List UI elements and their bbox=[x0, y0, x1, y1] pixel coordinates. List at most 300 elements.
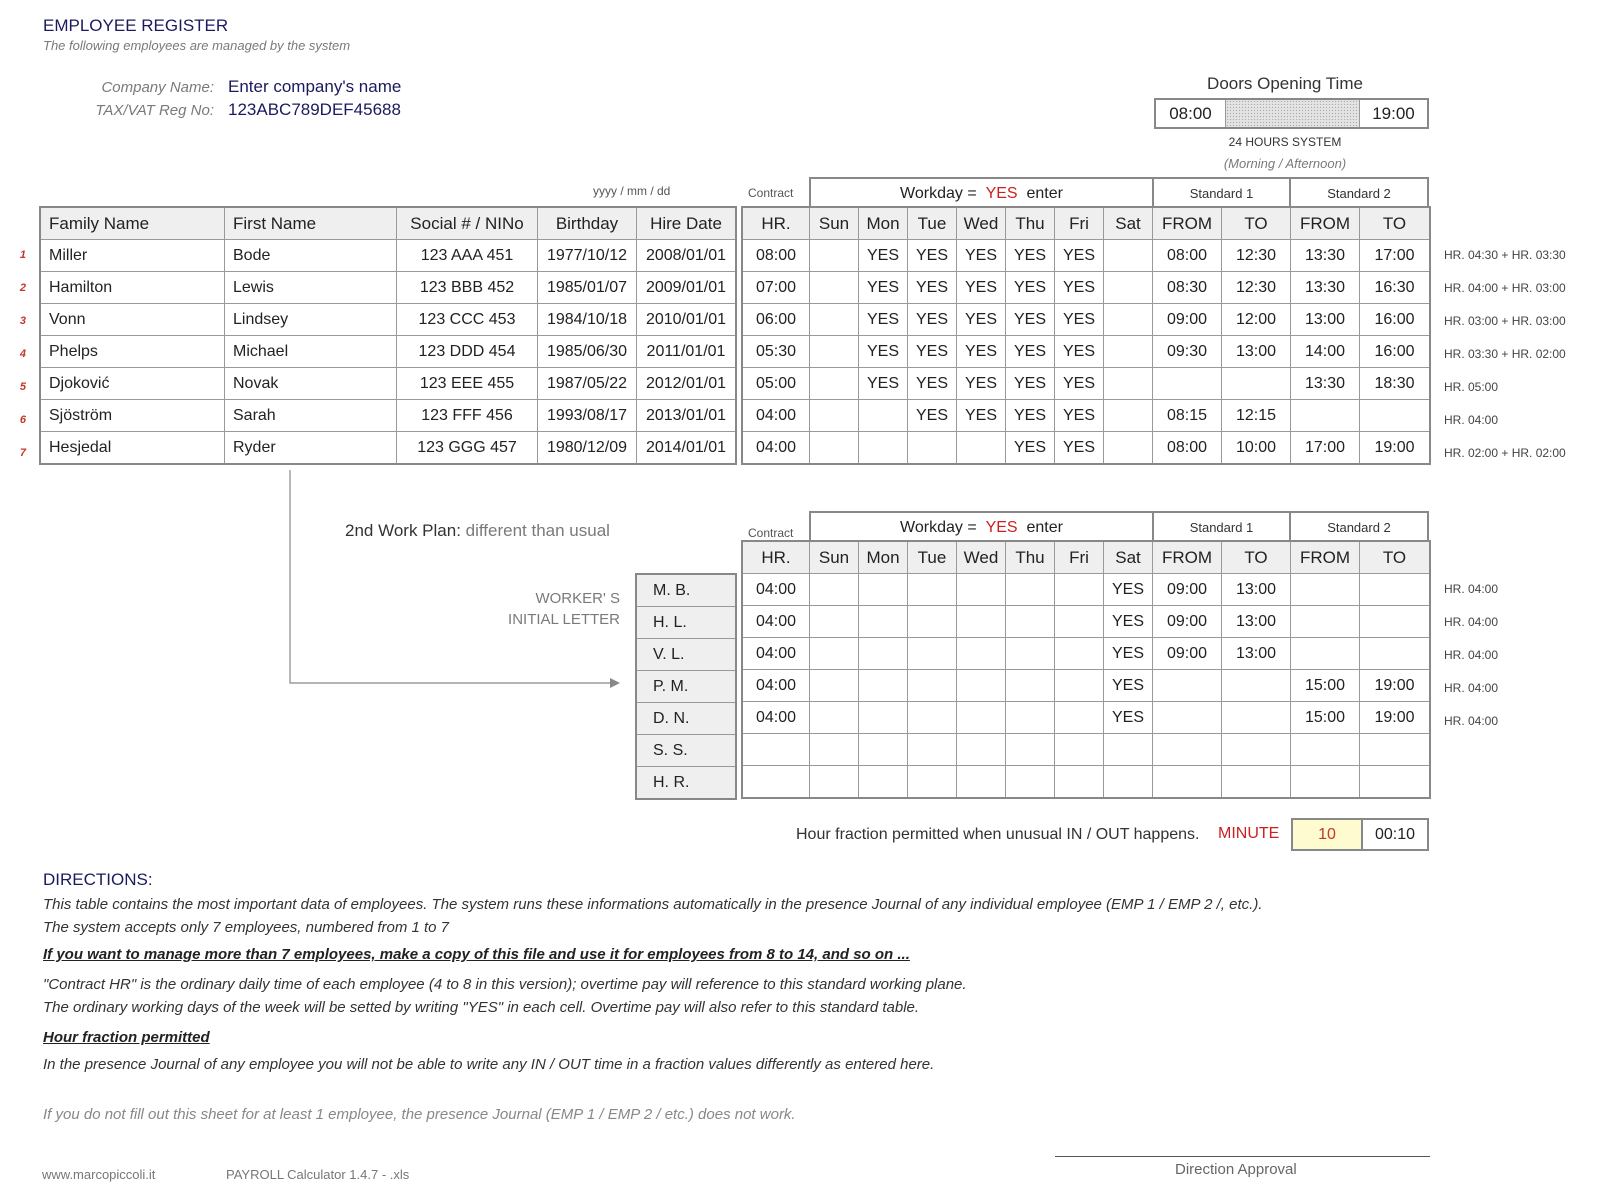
thu-cell[interactable]: YES bbox=[1006, 272, 1055, 304]
std1-to-cell[interactable]: 12:30 bbox=[1222, 272, 1291, 304]
sun-cell[interactable] bbox=[810, 734, 859, 766]
std2-from-cell[interactable] bbox=[1291, 638, 1360, 670]
contract-label: Contract bbox=[748, 186, 794, 200]
col-thu: Thu bbox=[1006, 208, 1055, 240]
initials-cell[interactable]: M. B. bbox=[637, 575, 736, 607]
col-fri: Fri bbox=[1055, 542, 1104, 574]
doors-opening-title: Doors Opening Time bbox=[1207, 74, 1363, 93]
table-row bbox=[743, 272, 1430, 304]
hours-cell[interactable]: 04:00 bbox=[743, 670, 810, 702]
std2-to-cell[interactable] bbox=[1360, 638, 1430, 670]
col-wed: Wed bbox=[957, 208, 1006, 240]
fraction-unit: MINUTE bbox=[1218, 825, 1280, 842]
sat-cell[interactable] bbox=[1104, 272, 1153, 304]
initials-cell[interactable]: P. M. bbox=[637, 671, 736, 703]
col-tue: Tue bbox=[908, 208, 957, 240]
std2-to-cell[interactable]: 17:00 bbox=[1360, 240, 1430, 272]
social-cell[interactable]: 123 BBB 452 bbox=[397, 272, 538, 304]
std1-to-cell[interactable] bbox=[1222, 670, 1291, 702]
birthday-cell[interactable]: 1987/05/22 bbox=[538, 368, 637, 400]
std1-to-cell[interactable] bbox=[1222, 766, 1291, 798]
col-std2-from: FROM bbox=[1291, 208, 1360, 240]
worker-label-line2: INITIAL LETTER bbox=[508, 611, 620, 628]
sat-cell[interactable] bbox=[1104, 304, 1153, 336]
thu-cell[interactable] bbox=[1006, 702, 1055, 734]
page-subtitle: The following employees are managed by the system bbox=[43, 38, 351, 53]
table-row bbox=[743, 734, 1430, 766]
col-std1-to: TO bbox=[1222, 542, 1291, 574]
initials-cell[interactable]: H. L. bbox=[637, 607, 736, 639]
sat-cell[interactable] bbox=[1104, 240, 1153, 272]
connector-arrow-icon bbox=[280, 470, 620, 692]
fri-cell[interactable] bbox=[1055, 702, 1104, 734]
std2-to-cell[interactable]: 19:00 bbox=[1360, 432, 1430, 464]
birthday-cell[interactable]: 1984/10/18 bbox=[538, 304, 637, 336]
sun-cell[interactable] bbox=[810, 702, 859, 734]
std1-from-cell[interactable]: 08:00 bbox=[1153, 240, 1222, 272]
hours-note: HR. 05:00 bbox=[1444, 380, 1499, 394]
initials-cell[interactable]: V. L. bbox=[637, 639, 736, 671]
social-cell[interactable]: 123 CCC 453 bbox=[397, 304, 538, 336]
main-notes bbox=[1444, 240, 1566, 471]
hire-date-cell[interactable]: 2013/01/01 bbox=[637, 400, 736, 432]
family-name-cell[interactable]: Hamilton bbox=[41, 272, 225, 304]
fri-cell[interactable] bbox=[1055, 670, 1104, 702]
hire-date-cell[interactable]: 2014/01/01 bbox=[637, 432, 736, 464]
std2-from-cell[interactable]: 15:00 bbox=[1291, 670, 1360, 702]
std1-to-cell[interactable]: 13:00 bbox=[1222, 638, 1291, 670]
wed-cell[interactable] bbox=[957, 766, 1006, 798]
std2-to-cell[interactable]: 19:00 bbox=[1360, 670, 1430, 702]
std1-to-cell[interactable]: 10:00 bbox=[1222, 432, 1291, 464]
hours-note: HR. 04:00 bbox=[1444, 681, 1499, 695]
direction-approval: Direction Approval bbox=[1175, 1161, 1297, 1178]
wed-cell[interactable]: YES bbox=[957, 272, 1006, 304]
std1-to-cell[interactable] bbox=[1222, 702, 1291, 734]
std1-from-cell[interactable]: 09:00 bbox=[1153, 574, 1222, 606]
sat-cell[interactable]: YES bbox=[1104, 702, 1153, 734]
std1-from-cell[interactable] bbox=[1153, 702, 1222, 734]
std1-from-cell[interactable] bbox=[1153, 368, 1222, 400]
std1-from-cell[interactable] bbox=[1153, 734, 1222, 766]
workday-yes: YES bbox=[985, 184, 1018, 202]
row-number: 7 bbox=[19, 447, 26, 459]
mon-cell[interactable] bbox=[859, 702, 908, 734]
std2-to-cell[interactable]: 18:30 bbox=[1360, 368, 1430, 400]
mon-cell[interactable] bbox=[859, 606, 908, 638]
sun-cell[interactable] bbox=[810, 272, 859, 304]
mon-cell[interactable]: YES bbox=[859, 336, 908, 368]
table-row bbox=[41, 432, 736, 464]
hours-cell[interactable]: 04:00 bbox=[743, 574, 810, 606]
mon-cell[interactable] bbox=[859, 766, 908, 798]
fri-cell[interactable]: YES bbox=[1055, 368, 1104, 400]
workday-enter: enter bbox=[1026, 184, 1063, 202]
hours-cell[interactable]: 08:00 bbox=[743, 240, 810, 272]
std2-from-cell[interactable] bbox=[1291, 606, 1360, 638]
first-name-cell[interactable]: Bode bbox=[225, 240, 397, 272]
std1-from-cell[interactable] bbox=[1153, 670, 1222, 702]
fraction-minutes-input[interactable]: 10 bbox=[1291, 818, 1363, 851]
birthday-cell[interactable]: 1985/06/30 bbox=[538, 336, 637, 368]
mon-cell[interactable] bbox=[859, 574, 908, 606]
sat-cell[interactable] bbox=[1104, 432, 1153, 464]
thu-cell[interactable] bbox=[1006, 638, 1055, 670]
sat-cell[interactable] bbox=[1104, 734, 1153, 766]
std1-to-cell[interactable]: 12:00 bbox=[1222, 304, 1291, 336]
tue-cell[interactable]: YES bbox=[908, 240, 957, 272]
employee-table-header bbox=[41, 208, 736, 240]
mon-cell[interactable]: YES bbox=[859, 368, 908, 400]
first-name-cell[interactable]: Lewis bbox=[225, 272, 397, 304]
wed-cell[interactable] bbox=[957, 638, 1006, 670]
std2-from-cell[interactable]: 13:30 bbox=[1291, 368, 1360, 400]
sat-cell[interactable]: YES bbox=[1104, 670, 1153, 702]
col-sat: Sat bbox=[1104, 208, 1153, 240]
family-name-cell[interactable]: Miller bbox=[41, 240, 225, 272]
fri-cell[interactable]: YES bbox=[1055, 336, 1104, 368]
hire-date-cell[interactable]: 2009/01/01 bbox=[637, 272, 736, 304]
std2-from-cell[interactable]: 13:30 bbox=[1291, 272, 1360, 304]
col-mon: Mon bbox=[859, 208, 908, 240]
hours-cell[interactable]: 04:00 bbox=[743, 702, 810, 734]
table-row bbox=[743, 240, 1430, 272]
tax-vat-label: TAX/VAT Reg No: bbox=[95, 102, 214, 119]
social-cell[interactable]: 123 EEE 455 bbox=[397, 368, 538, 400]
sun-cell[interactable] bbox=[810, 304, 859, 336]
std2-to-cell[interactable]: 16:30 bbox=[1360, 272, 1430, 304]
directions-line: The system accepts only 7 employees, numbered from 1 to 7 bbox=[43, 919, 450, 936]
mon-cell[interactable]: YES bbox=[859, 304, 908, 336]
family-name-cell[interactable]: Hesjedal bbox=[41, 432, 225, 464]
fri-cell[interactable] bbox=[1055, 606, 1104, 638]
sun-cell[interactable] bbox=[810, 574, 859, 606]
standard1-header: Standard 1 bbox=[1152, 177, 1291, 210]
std2-from-cell[interactable]: 17:00 bbox=[1291, 432, 1360, 464]
hours-cell[interactable]: 06:00 bbox=[743, 304, 810, 336]
std2-from-cell[interactable] bbox=[1291, 734, 1360, 766]
tue-cell[interactable]: YES bbox=[908, 400, 957, 432]
thu-cell[interactable] bbox=[1006, 766, 1055, 798]
fri-cell[interactable] bbox=[1055, 766, 1104, 798]
birthday-cell[interactable]: 1977/10/12 bbox=[538, 240, 637, 272]
fri-cell[interactable]: YES bbox=[1055, 432, 1104, 464]
hire-date-cell[interactable]: 2008/01/01 bbox=[637, 240, 736, 272]
std1-to-cell[interactable]: 12:30 bbox=[1222, 240, 1291, 272]
std2-from-cell[interactable] bbox=[1291, 574, 1360, 606]
std2-to-cell[interactable]: 16:00 bbox=[1360, 304, 1430, 336]
std2-from-cell[interactable] bbox=[1291, 766, 1360, 798]
thu-cell[interactable]: YES bbox=[1006, 304, 1055, 336]
std2-from-cell[interactable]: 15:00 bbox=[1291, 702, 1360, 734]
wed-cell[interactable] bbox=[957, 574, 1006, 606]
hours-cell[interactable] bbox=[743, 766, 810, 798]
row-number: 4 bbox=[19, 348, 26, 360]
family-name-cell[interactable]: Sjöström bbox=[41, 400, 225, 432]
table-row bbox=[41, 304, 736, 336]
mon-cell[interactable] bbox=[859, 734, 908, 766]
hours-note: HR. 03:00 + HR. 03:00 bbox=[1444, 314, 1566, 328]
sat-cell[interactable] bbox=[1104, 368, 1153, 400]
tue-cell[interactable]: YES bbox=[908, 304, 957, 336]
hours-cell[interactable]: 05:00 bbox=[743, 368, 810, 400]
standard1-header-2: Standard 1 bbox=[1152, 511, 1291, 544]
hours-cell[interactable]: 07:00 bbox=[743, 272, 810, 304]
std2-to-cell[interactable] bbox=[1360, 400, 1430, 432]
fri-cell[interactable]: YES bbox=[1055, 240, 1104, 272]
std1-from-cell[interactable]: 09:00 bbox=[1153, 638, 1222, 670]
directions-line: The ordinary working days of the week will be setted by writing "YES" in each cell. Overtime pay will also refer to this standard table. bbox=[43, 999, 920, 1016]
thu-cell[interactable] bbox=[1006, 734, 1055, 766]
thu-cell[interactable] bbox=[1006, 606, 1055, 638]
col-fri: Fri bbox=[1055, 208, 1104, 240]
thu-cell[interactable]: YES bbox=[1006, 432, 1055, 464]
door-close-time[interactable]: 19:00 bbox=[1372, 103, 1415, 123]
sun-cell[interactable] bbox=[810, 400, 859, 432]
tue-cell[interactable] bbox=[908, 702, 957, 734]
hours-note: HR. 04:00 bbox=[1444, 615, 1499, 629]
tax-vat-field[interactable]: 123ABC789DEF45688 bbox=[228, 100, 401, 119]
col-sat: Sat bbox=[1104, 542, 1153, 574]
fri-cell[interactable] bbox=[1055, 734, 1104, 766]
table-row bbox=[743, 638, 1430, 670]
sat-cell[interactable]: YES bbox=[1104, 606, 1153, 638]
morning-afternoon-note: (Morning / Afternoon) bbox=[1223, 156, 1347, 171]
first-name-cell[interactable]: Michael bbox=[225, 336, 397, 368]
std1-from-cell[interactable]: 08:15 bbox=[1153, 400, 1222, 432]
sat-cell[interactable]: YES bbox=[1104, 574, 1153, 606]
tue-cell[interactable]: YES bbox=[908, 272, 957, 304]
thu-cell[interactable] bbox=[1006, 574, 1055, 606]
first-name-cell[interactable]: Sarah bbox=[225, 400, 397, 432]
second-schedule-table bbox=[742, 541, 1430, 798]
hours-note: HR. 03:30 + HR. 02:00 bbox=[1444, 347, 1566, 361]
hire-date-cell[interactable]: 2012/01/01 bbox=[637, 368, 736, 400]
thu-cell[interactable] bbox=[1006, 670, 1055, 702]
directions-title: DIRECTIONS: bbox=[43, 870, 153, 889]
std1-to-cell[interactable]: 13:00 bbox=[1222, 574, 1291, 606]
hours-cell[interactable] bbox=[743, 734, 810, 766]
directions-line-bold: If you want to manage more than 7 employees, make a copy of this file and use it for employees from 8 to 14, and so on ... bbox=[43, 946, 910, 963]
std1-to-cell[interactable]: 13:00 bbox=[1222, 606, 1291, 638]
employee-table bbox=[40, 207, 736, 464]
first-name-cell[interactable]: Lindsey bbox=[225, 304, 397, 336]
hours-cell[interactable]: 04:00 bbox=[743, 606, 810, 638]
wed-cell[interactable] bbox=[957, 432, 1006, 464]
family-name-cell[interactable]: Vonn bbox=[41, 304, 225, 336]
row-number: 5 bbox=[19, 381, 26, 393]
sun-cell[interactable] bbox=[810, 606, 859, 638]
std1-to-cell[interactable] bbox=[1222, 368, 1291, 400]
std2-from-cell[interactable]: 13:00 bbox=[1291, 304, 1360, 336]
initials-cell[interactable]: S. S. bbox=[637, 735, 736, 767]
row-number: 1 bbox=[19, 249, 26, 261]
fri-cell[interactable]: YES bbox=[1055, 272, 1104, 304]
fri-cell[interactable]: YES bbox=[1055, 400, 1104, 432]
sun-cell[interactable] bbox=[810, 240, 859, 272]
fri-cell[interactable] bbox=[1055, 574, 1104, 606]
std1-to-cell[interactable]: 13:00 bbox=[1222, 336, 1291, 368]
col-mon: Mon bbox=[859, 542, 908, 574]
mon-cell[interactable]: YES bbox=[859, 272, 908, 304]
col-hire-date: Hire Date bbox=[637, 208, 736, 240]
footer-site: www.marcopiccoli.it bbox=[42, 1167, 156, 1182]
tue-cell[interactable] bbox=[908, 766, 957, 798]
footer-app: PAYROLL Calculator 1.4.7 - .xls bbox=[226, 1167, 410, 1182]
wed-cell[interactable] bbox=[957, 734, 1006, 766]
col-std2-to: TO bbox=[1360, 542, 1430, 574]
hours-system-note: 24 HOURS SYSTEM bbox=[1228, 135, 1342, 149]
first-name-cell[interactable]: Ryder bbox=[225, 432, 397, 464]
hours-note: HR. 04:00 bbox=[1444, 714, 1499, 728]
table-row bbox=[743, 368, 1430, 400]
std2-to-cell[interactable] bbox=[1360, 734, 1430, 766]
row-number: 6 bbox=[19, 414, 26, 426]
table-row bbox=[743, 574, 1430, 606]
std1-to-cell[interactable] bbox=[1222, 734, 1291, 766]
std2-from-cell[interactable]: 13:30 bbox=[1291, 240, 1360, 272]
col-first-name: First Name bbox=[225, 208, 397, 240]
sun-cell[interactable] bbox=[810, 432, 859, 464]
hours-cell[interactable]: 04:00 bbox=[743, 400, 810, 432]
table-row bbox=[41, 368, 736, 400]
table-row bbox=[743, 432, 1430, 464]
wed-cell[interactable] bbox=[957, 670, 1006, 702]
col-wed: Wed bbox=[957, 542, 1006, 574]
workday-label: Workday = bbox=[900, 518, 977, 536]
door-time-bar bbox=[1226, 100, 1360, 127]
std2-to-cell[interactable] bbox=[1360, 574, 1430, 606]
sat-cell[interactable] bbox=[1104, 766, 1153, 798]
hire-date-cell[interactable]: 2010/01/01 bbox=[637, 304, 736, 336]
col-family-name: Family Name bbox=[41, 208, 225, 240]
sun-cell[interactable] bbox=[810, 638, 859, 670]
directions-line: This table contains the most important data of employees. The system runs these informations automatically in the presence Journal of any individual employee (EMP 1 / EMP 2 /, etc.). bbox=[43, 896, 1263, 913]
worker-label-line1: WORKER' S bbox=[535, 590, 620, 607]
mon-cell[interactable]: YES bbox=[859, 240, 908, 272]
table-row bbox=[743, 766, 1430, 798]
std1-to-cell[interactable]: 12:15 bbox=[1222, 400, 1291, 432]
tue-cell[interactable] bbox=[908, 574, 957, 606]
std2-from-cell[interactable] bbox=[1291, 400, 1360, 432]
tue-cell[interactable] bbox=[908, 432, 957, 464]
wed-cell[interactable]: YES bbox=[957, 336, 1006, 368]
tue-cell[interactable] bbox=[908, 638, 957, 670]
family-name-cell[interactable]: Phelps bbox=[41, 336, 225, 368]
col-hours: HR. bbox=[743, 208, 810, 240]
directions-warning: If you do not fill out this sheet for at least 1 employee, the presence Journal (EMP 1 / EMP 2 / etc.) does not work. bbox=[43, 1106, 796, 1123]
company-name-field[interactable]: Enter company's name bbox=[228, 77, 402, 96]
social-cell[interactable]: 123 GGG 457 bbox=[397, 432, 538, 464]
std1-from-cell[interactable]: 08:30 bbox=[1153, 272, 1222, 304]
social-cell[interactable]: 123 FFF 456 bbox=[397, 400, 538, 432]
tue-cell[interactable] bbox=[908, 670, 957, 702]
sat-cell[interactable] bbox=[1104, 400, 1153, 432]
wed-cell[interactable]: YES bbox=[957, 304, 1006, 336]
mon-cell[interactable] bbox=[859, 400, 908, 432]
mon-cell[interactable] bbox=[859, 670, 908, 702]
family-name-cell[interactable]: Djoković bbox=[41, 368, 225, 400]
date-format-hint: yyyy / mm / dd bbox=[593, 184, 671, 198]
tue-cell[interactable] bbox=[908, 734, 957, 766]
hours-note: HR. 04:00 bbox=[1444, 413, 1499, 427]
std1-from-cell[interactable]: 09:30 bbox=[1153, 336, 1222, 368]
wed-cell[interactable]: YES bbox=[957, 240, 1006, 272]
first-name-cell[interactable]: Novak bbox=[225, 368, 397, 400]
sun-cell[interactable] bbox=[810, 336, 859, 368]
std1-from-cell[interactable]: 09:00 bbox=[1153, 606, 1222, 638]
thu-cell[interactable]: YES bbox=[1006, 336, 1055, 368]
door-open-time[interactable]: 08:00 bbox=[1156, 100, 1226, 127]
thu-cell[interactable]: YES bbox=[1006, 400, 1055, 432]
thu-cell[interactable]: YES bbox=[1006, 240, 1055, 272]
sun-cell[interactable] bbox=[810, 368, 859, 400]
table-row bbox=[743, 304, 1430, 336]
second-plan-title bbox=[345, 521, 610, 541]
col-sun: Sun bbox=[810, 542, 859, 574]
tue-cell[interactable] bbox=[908, 606, 957, 638]
hours-cell[interactable]: 04:00 bbox=[743, 432, 810, 464]
wed-cell[interactable] bbox=[957, 702, 1006, 734]
birthday-cell[interactable]: 1980/12/09 bbox=[538, 432, 637, 464]
col-birthday: Birthday bbox=[538, 208, 637, 240]
birthday-cell[interactable]: 1985/01/07 bbox=[538, 272, 637, 304]
sun-cell[interactable] bbox=[810, 670, 859, 702]
social-cell[interactable]: 123 AAA 451 bbox=[397, 240, 538, 272]
std2-to-cell[interactable] bbox=[1360, 606, 1430, 638]
hours-note: HR. 04:30 + HR. 03:30 bbox=[1444, 248, 1566, 262]
approval-line bbox=[1055, 1156, 1430, 1157]
std2-to-cell[interactable] bbox=[1360, 766, 1430, 798]
birthday-cell[interactable]: 1993/08/17 bbox=[538, 400, 637, 432]
table-row bbox=[41, 400, 736, 432]
hours-cell[interactable]: 04:00 bbox=[743, 638, 810, 670]
table-row bbox=[41, 336, 736, 368]
fri-cell[interactable] bbox=[1055, 638, 1104, 670]
hours-cell[interactable]: 05:30 bbox=[743, 336, 810, 368]
hire-date-cell[interactable]: 2011/01/01 bbox=[637, 336, 736, 368]
fraction-time: 00:10 bbox=[1361, 818, 1429, 851]
wed-cell[interactable]: YES bbox=[957, 400, 1006, 432]
std2-from-cell[interactable]: 14:00 bbox=[1291, 336, 1360, 368]
schedule-header-row bbox=[743, 208, 1430, 240]
social-cell[interactable]: 123 DDD 454 bbox=[397, 336, 538, 368]
tue-cell[interactable]: YES bbox=[908, 336, 957, 368]
wed-cell[interactable]: YES bbox=[957, 368, 1006, 400]
std1-from-cell[interactable] bbox=[1153, 766, 1222, 798]
wed-cell[interactable] bbox=[957, 606, 1006, 638]
initials-cell[interactable]: H. R. bbox=[637, 767, 736, 799]
hours-note: HR. 04:00 bbox=[1444, 582, 1499, 596]
mon-cell[interactable] bbox=[859, 432, 908, 464]
sat-cell[interactable] bbox=[1104, 336, 1153, 368]
sun-cell[interactable] bbox=[810, 766, 859, 798]
initials-cell[interactable]: D. N. bbox=[637, 703, 736, 735]
row-numbers bbox=[14, 240, 26, 471]
col-std2-to: TO bbox=[1360, 208, 1430, 240]
tue-cell[interactable]: YES bbox=[908, 368, 957, 400]
mon-cell[interactable] bbox=[859, 638, 908, 670]
company-name-label: Company Name: bbox=[101, 79, 214, 96]
fraction-label: Hour fraction permitted when unusual IN / OUT happens. bbox=[796, 826, 1200, 843]
sat-cell[interactable]: YES bbox=[1104, 638, 1153, 670]
std1-from-cell[interactable]: 08:00 bbox=[1153, 432, 1222, 464]
std1-from-cell[interactable]: 09:00 bbox=[1153, 304, 1222, 336]
std2-to-cell[interactable]: 19:00 bbox=[1360, 702, 1430, 734]
std2-to-cell[interactable]: 16:00 bbox=[1360, 336, 1430, 368]
thu-cell[interactable]: YES bbox=[1006, 368, 1055, 400]
fri-cell[interactable]: YES bbox=[1055, 304, 1104, 336]
